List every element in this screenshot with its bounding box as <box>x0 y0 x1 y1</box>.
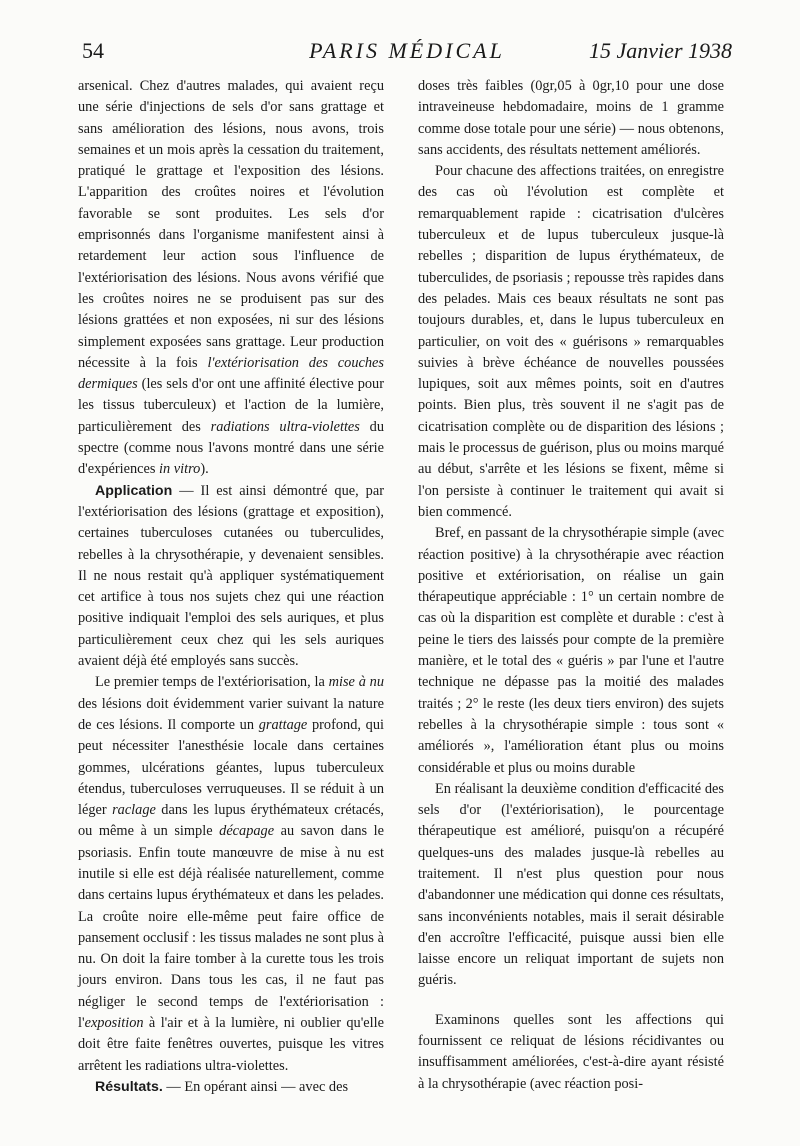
paragraph-extériorisation: En réalisant la deuxième condition d'efficacité des sels d'or (l'extériorisation), le pourcentage thérapeutique est amélioré, puisqu'on a récupéré quelques-uns des malades jusque-là rebelles au traitement. Il n'est plus question pour nous d'abandonner une médication qui donne ces résultats, sans inconvénients notables, mais il serait désirable d'en accroître l'efficacité, puisque aussi bien elle laisse encore un reliquat important de sujets non guéris. <box>418 780 724 989</box>
paragraph-mise-a-nu: Le premier temps de l'extériorisation, la mise à nu des lésions doit évidemment varier suivant la nature de ces lésions. Il comporte un grattage profond, qui peut nécessiter l'anesthésie locale dans certaines gommes, ulcérations géantes, lupus tuberculeux étendus, tuberculoses verruqueuses. Il se réduit à un léger raclage dans les lupus érythémateux crétacés, ou même à un simple décapage au savon dans le psoriasis. Enfin toute manœuvre de mise à nu est inutile si elle est déjà réalisée naturellement, comme dans certains lupus érythémateux et dans les pelades. La croûte noire elle-même peut faire office de pansement occlusif : les tissus malades ne sont plus à nu. On doit la faire tomber à la curette tous les trois jours environ. Dans tous les cas, il ne faut pas négliger le second temps de l'extériorisation : l'exposition à l'air et à la lumière, ni oublier qu'elle doit être faite fenêtres ouvertes, puisque les vitres arrêtent les radiations ultra-violettes. <box>78 674 384 1074</box>
paragraph-doses: doses très faibles (0gr,05 à 0gr,10 pour une dose intraveineuse hebdomadaire, moins de 1 gramme comme dose totale pour une série) — nous obtenons, sans accidents, des résultats nettement améliorés. <box>418 78 724 158</box>
section-heading-resultats: Résultats. <box>95 1078 163 1095</box>
running-header <box>82 38 732 72</box>
section-heading-application: Application <box>95 482 173 499</box>
paragraph-application: Application — Il est ainsi démontré que, par l'extériorisation des lésions (grattage et exposition), certaines tuberculoses cutanées ou tuberculides, rebelles à la chrysothérapie, y devenaient sensibles. Il ne nous restait qu'à appliquer systématiquement cet artifice à tous nos sujets chez qui une réaction positive indiquait l'emploi des sels auriques, et plus particulièrement ceux chez qui les sels auriques avaient déjà été employés sans succès. <box>78 482 384 670</box>
paragraph-gap <box>418 992 724 1010</box>
paragraph-continuation: arsenical. Chez d'autres malades, qui avaient reçu une série d'injections de sels d'or sans grattage et sans amélioration des lésions, nous avons, trois semaines et un mois après la cessation du traitement, pratiqué le grattage et l'exposition des lésions. L'apparition des croûtes noires et l'évolution favorable se sont produites. Les sels d'or emprisonnés dans l'organisme manifestent ainsi à retardement leur action sous l'influence de l'extériorisation des lésions. Nous avons vérifié que les croûtes noires ne se produisent pas sur des lésions grattées et non exposées, ni sur des lésions simplement exposées sans grattage. Leur production nécessite à la fois l'extériorisation des couches dermiques (les sels d'or ont une affinité élective pour les tissus tuberculeux) et l'action de la lumière, particulièrement des radiations ultra-violettes du spectre (comme nous l'avons montré dans une série d'expériences in vitro). <box>78 78 384 478</box>
left-column <box>78 76 384 1098</box>
paragraph-affections: Pour chacune des affections traitées, on enregistre des cas où l'évolution est complète et remarquablement rapide : cicatrisation d'ulcères tuberculeux et de lupus tuberculeux jusque-là rebelles ; disparition de lupus érythémateux, de tuberculides, de psoriasis ; repousse très rapides dans des pelades. Mais ces beaux résultats ne sont pas toujours durables, et, dans le lupus tuberculeux en particulier, on voit des « guérisons » remarquables suivies à brève échéance de nouvelles poussées lupiques, soit aux mêmes points, soit en d'autres points. Bien plus, très souvent il ne s'agit pas de cicatrisation complète ou de disparition des lésions ; mais le processus de guérison, plus ou moins marqué au début, s'arrête et les lésions se fixent, même si l'on persiste à continuer le traitement qui avait si bien commencé. <box>418 163 724 520</box>
paragraph-examinons: Examinons quelles sont les affections qui fournissent ce reliquat de lésions récidivantes ou insuffisamment améliorées, c'est-à-dire ayant résisté à la chrysothérapie (avec réaction posi- <box>418 1011 724 1092</box>
journal-title: PARIS MÉDICAL <box>309 38 505 63</box>
page-number: 54 <box>82 38 104 63</box>
paragraph-resultats: Résultats. — En opérant ainsi — avec des <box>95 1078 349 1095</box>
issue-date: 15 Janvier 1938 <box>589 38 732 63</box>
right-column <box>418 76 724 1095</box>
paragraph-bref: Bref, en passant de la chrysothérapie simple (avec réaction positive) à la chrysothérapie avec réaction positive et extériorisation, on réalise un gain thérapeutique appréciable : 1° un certain nombre de cas où la disparition est complète et durable : c'est à peine le tiers des laissés pour compte de la première manière, et le total des « guéris » par l'une et l'autre technique ne dépasse pas la moitié des malades traités ; 2° le reste (les deux tiers environ) des sujets rebelles à la chrysothérapie simple : tous sont « améliorés », l'amélioration étant plus ou moins considérable et plus ou moins durable <box>418 525 724 776</box>
